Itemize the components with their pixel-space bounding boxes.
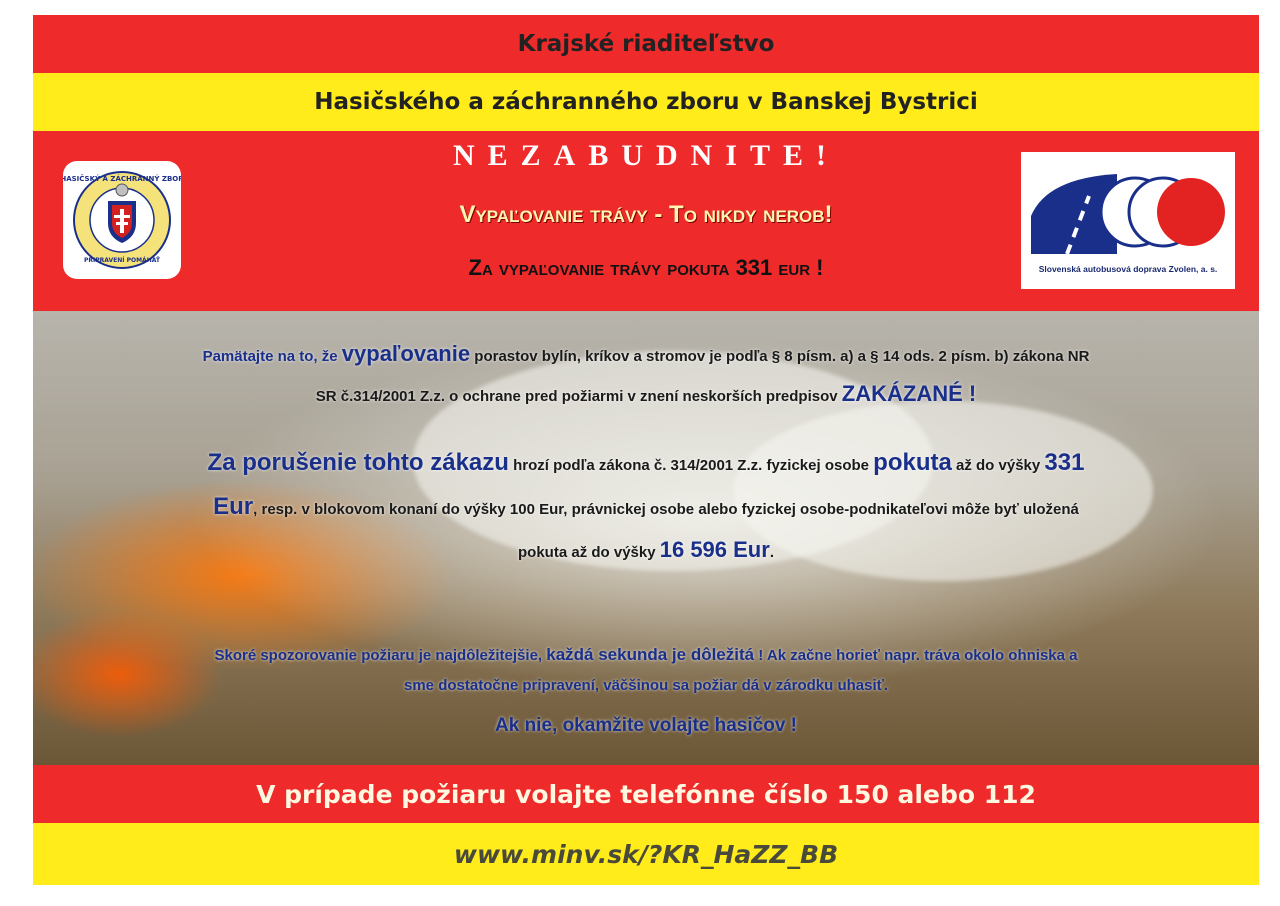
text-run: hrozí podľa zákona č. 314/2001 Z.z. fyzickej osobe	[508, 457, 874, 474]
fire-warning-poster	[33, 15, 1259, 885]
text-run: porastov bylín, kríkov a stromov je podľa § 8 písm. a) a § 14 ods. 2 písm. b) zákona NR	[470, 348, 1090, 365]
svg-text:PRIPRAVENÍ POMÁHAŤ: PRIPRAVENÍ POMÁHAŤ	[84, 257, 160, 264]
warning-banner	[33, 131, 1259, 311]
phone-line: V prípade požiaru volajte telefónne číslo 150 alebo 112	[256, 779, 1036, 809]
text-run: Pamätajte na to, že	[202, 348, 342, 365]
text-run: , resp. v blokovom konaní do výšky 100 Eur, právnickej osobe alebo fyzickej osobe-podnikateľovi môže byť uložená	[253, 501, 1079, 518]
emphasis-text: vypaľovanie	[341, 341, 471, 366]
emphasis-text: 331	[1044, 449, 1085, 476]
header-line-2	[33, 73, 1259, 131]
text-run: .	[769, 544, 774, 561]
bus-company-logo-icon	[1027, 166, 1229, 256]
emphasis-text: pokuta	[873, 449, 952, 476]
header-title-1: Krajské riaditeľstvo	[517, 31, 775, 57]
text-run: Skoré spozorovanie požiaru je najdôležitejšie,	[214, 647, 547, 664]
paragraph-2-line-3	[33, 537, 1259, 563]
svg-text:HASIČSKÝ A ZÁCHRANNÝ ZBOR: HASIČSKÝ A ZÁCHRANNÝ ZBOR	[63, 175, 181, 183]
emphasis-text: 16 596 Eur	[659, 537, 770, 562]
emphasis-text: Eur	[213, 493, 254, 520]
banner-title: NEZABUDNITE!	[452, 139, 840, 172]
paragraph-1-line-1	[33, 341, 1259, 367]
text-run: až do výšky	[951, 457, 1045, 474]
grass-fire-photo-background	[33, 311, 1259, 765]
paragraph-3-line-2: sme dostatočne pripravení, väčšinou sa požiar dá v zárodku uhasiť.	[404, 677, 888, 694]
footer-url-band	[33, 823, 1259, 885]
paragraph-2-line-1	[33, 449, 1259, 477]
emphasis-text: Za porušenie tohto zákazu	[207, 449, 509, 476]
paragraph-3-line-1	[33, 645, 1259, 665]
banner-fine-line: Za vypaľovanie trávy pokuta 331 eur !	[468, 255, 824, 280]
emphasis-text: ZAKÁZANÉ !	[841, 381, 977, 406]
text-run: SR č.314/2001 Z.z. o ochrane pred požiarmi v znení neskorších predpisov	[315, 388, 842, 405]
paragraph-4: Ak nie, okamžite volajte hasičov !	[495, 715, 797, 736]
partner-logo-box	[1021, 152, 1235, 289]
footer-phone-band	[33, 765, 1259, 823]
paragraph-2-line-2	[33, 493, 1259, 521]
banner-subtitle: Vypaľovanie trávy - To nikdy nerob!	[459, 201, 833, 228]
footer-url: www.minv.sk/?KR_HaZZ_BB	[453, 839, 839, 869]
header-title-2: Hasičského a záchranného zboru v Banskej Bystrici	[314, 89, 978, 115]
text-run: ! Ak začne horieť napr. tráva okolo ohniska a	[754, 647, 1078, 664]
emphasis-text: každá sekunda je dôležitá	[546, 645, 755, 664]
text-run: pokuta až do výšky	[518, 544, 660, 561]
header-line-1	[33, 15, 1259, 73]
partner-caption: Slovenská autobusová doprava Zvolen, a. s.	[1038, 264, 1218, 274]
paragraph-1-line-2	[33, 381, 1259, 407]
